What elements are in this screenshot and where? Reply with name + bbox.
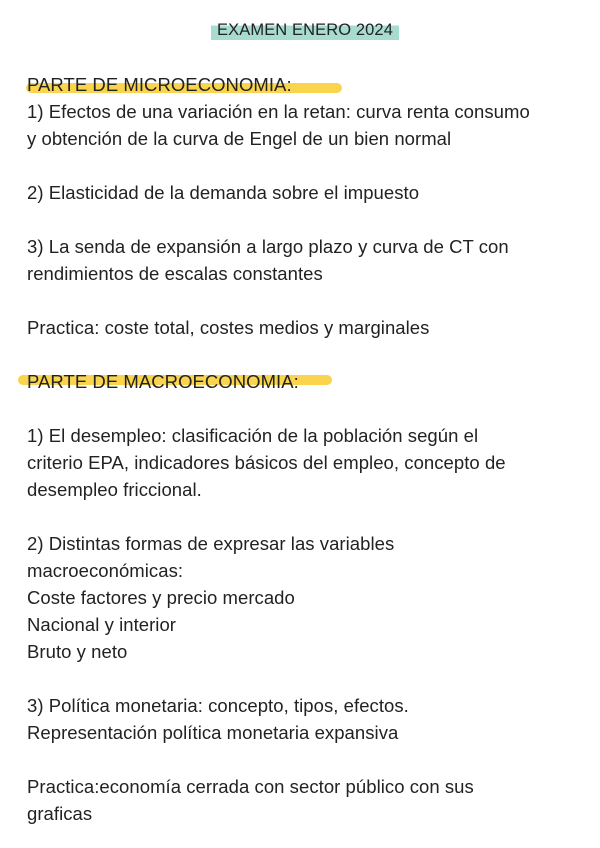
macro-item2-sub2: Nacional y interior bbox=[27, 614, 177, 635]
macro-heading-text: PARTE DE MACROECONOMIA: bbox=[27, 371, 299, 392]
micro-item1-line2: y obtención de la curva de Engel de un bien normal bbox=[27, 128, 452, 149]
micro-item1-line1: 1) Efectos de una variación en la retan: curva renta consumo bbox=[27, 101, 530, 122]
macro-practica-line1: Practica:economía cerrada con sector público con sus bbox=[27, 776, 474, 797]
macro-heading bbox=[27, 368, 299, 395]
micro-item3-line1: 3) La senda de expansión a largo plazo y curva de CT con bbox=[27, 236, 509, 257]
macro-item1-line2: criterio EPA, indicadores básicos del empleo, concepto de bbox=[27, 452, 506, 473]
macro-item1-line3: desempleo friccional. bbox=[27, 479, 202, 500]
exam-title: EXAMEN ENERO 2024 bbox=[211, 19, 399, 40]
macro-item3-line1: 3) Política monetaria: concepto, tipos, efectos. bbox=[27, 695, 409, 716]
macro-item2-sub1: Coste factores y precio mercado bbox=[27, 587, 295, 608]
title-wrapper bbox=[0, 19, 600, 40]
micro-practica: Practica: coste total, costes medios y marginales bbox=[27, 317, 430, 338]
micro-item3-line2: rendimientos de escalas constantes bbox=[27, 263, 323, 284]
macro-practica-line2: graficas bbox=[27, 803, 93, 824]
macro-item2-sub3: Bruto y neto bbox=[27, 641, 128, 662]
micro-heading bbox=[27, 71, 292, 98]
macro-item2-line2: macroeconómicas: bbox=[27, 560, 184, 581]
micro-item2: 2) Elasticidad de la demanda sobre el impuesto bbox=[27, 182, 420, 203]
macro-item1-line1: 1) El desempleo: clasificación de la población según el bbox=[27, 425, 479, 446]
micro-heading-text: PARTE DE MICROECONOMIA: bbox=[27, 74, 292, 95]
macro-item3-line2: Representación política monetaria expansiva bbox=[27, 722, 399, 743]
macro-item2-line1: 2) Distintas formas de expresar las variables bbox=[27, 533, 395, 554]
